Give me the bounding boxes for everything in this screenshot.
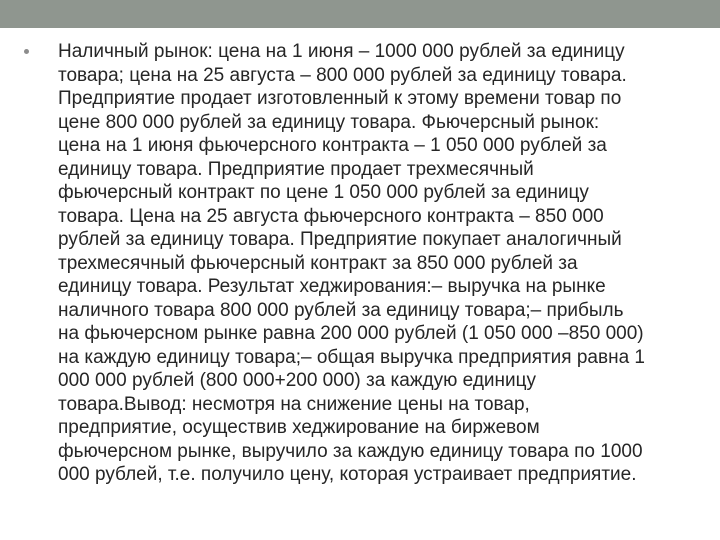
slide-content: [12, 28, 708, 528]
bullet-item: [24, 40, 688, 487]
bullet-text: Наличный рынок: цена на 1 июня – 1000 000 рублей за единицу товара; цена на 25 августа – 800 000 рублей за единицу товара. Предприятие продает изготовленный к этому времени товар по цене 800 000 рублей за единицу товара. Фьючерсный рынок: цена на 1 июня фьючерсного контракта – 1 050 000 рублей за единицу товара. Предприятие продает трехмесячный фьючерсный контракт по цене 1 050 000 рублей за единицу товара. Цена на 25 августа фьючерсного контракта – 850 000 рублей за единицу товара. Предприятие покупает аналогичный трехмесячный фьючерсный контракт за 850 000 рублей за единицу товара. Результат хеджирования:– выручка на рынке наличного товара 800 000 рублей за единицу товара;– прибыль на фьючерсном рынке равна 200 000 рублей (1 050 000 –850 000) на каждую единицу товара;– общая выручка предприятия равна 1 000 000 рублей (800 000+200 000) за каждую единицу товара.Вывод: несмотря на снижение цены на товар, предприятие, осуществив хеджирование на биржевом фьючерсном рынке, выручило за каждую единицу товара по 1000 000 рублей, т.е. получило цену, которая устраивает предприятие.: [58, 41, 645, 485]
slide-header-band: [0, 0, 720, 28]
bullet-icon: [24, 49, 29, 54]
